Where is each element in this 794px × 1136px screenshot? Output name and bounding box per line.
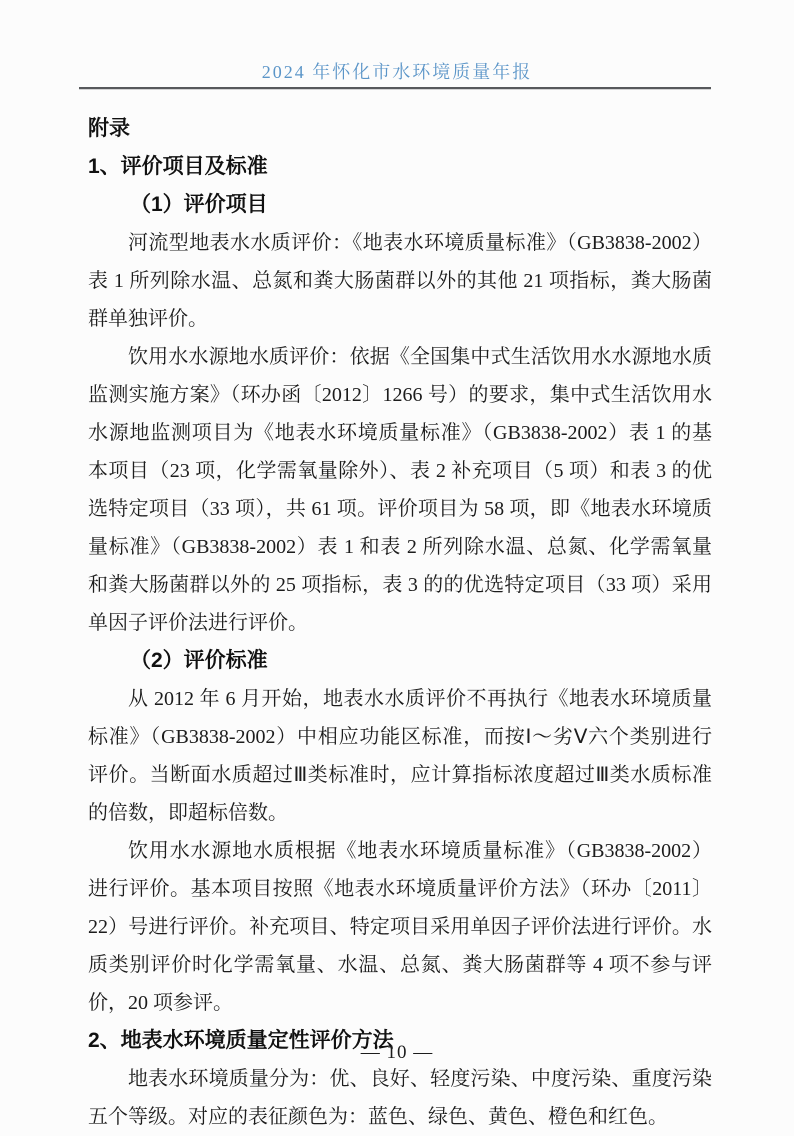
section1-paragraph-4: 饮用水水源地水质根据《地表水环境质量标准》（GB3838-2002）进行评价。基本项目按照《地表水环境质量评价方法》（环办〔2011〕22）号进行评价。补充项目、特定项目采用单因子评价法进行评价。水质类别评价时化学需氧量、水温、总氮、粪大肠菌群等 4 项不参与评价，20 项参评。 <box>88 840 712 1014</box>
section1-sub1-heading: （1）评价项目 <box>130 193 268 216</box>
section1-sub2-heading: （2）评价标准 <box>130 649 268 672</box>
document-body <box>88 110 712 1136</box>
section2-paragraph-1: 地表水环境质量分为：优、良好、轻度污染、中度污染、重度污染五个等级。对应的表征颜色为：蓝色、绿色、黄色、橙色和红色。 <box>88 1068 712 1128</box>
page-header <box>0 58 794 84</box>
section1-heading: 1、评价项目及标准 <box>88 155 268 178</box>
header-divider-line <box>79 87 711 89</box>
section1-paragraph-1: 河流型地表水水质评价：《地表水环境质量标准》（GB3838-2002）表 1 所列除水温、总氮和粪大肠菌群以外的其他 21 项指标，粪大肠菌群单独评价。 <box>88 232 712 330</box>
report-title: 2024 年怀化市水环境质量年报 <box>261 62 533 82</box>
page-number: — 10 — <box>360 1042 434 1063</box>
section1-paragraph-3: 从 2012 年 6 月开始，地表水水质评价不再执行《地表水环境质量标准》（GB3838-2002）中相应功能区标准，而按Ⅰ～劣Ⅴ六个类别进行评价。当断面水质超过Ⅲ类标准时，应计算指标浓度超过Ⅲ类水质标准的倍数，即超标倍数。 <box>88 688 712 824</box>
page-footer <box>0 1042 794 1064</box>
appendix-title: 附录 <box>88 117 130 140</box>
section1-paragraph-2: 饮用水水源地水质评价：依据《全国集中式生活饮用水水源地水质监测实施方案》（环办函〔2012〕1266 号）的要求，集中式生活饮用水水源地监测项目为《地表水环境质量标准》（GB3838-2002）表 1 的基本项目（23 项，化学需氧量除外）、表 2 补充项目（5 项）和表 3 的优选特定项目（33 项），共 61 项。评价项目为 58 项，即《地表水环境质量标准》（GB3838-2002）表 1 和表 2 所列除水温、总氮、化学需氧量和粪大肠菌群以外的 25 项指标，表 3 的的优选特定项目（33 项）采用单因子评价法进行评价。 <box>88 346 712 634</box>
section2-heading: 2、地表水环境质量定性评价方法 <box>88 1029 394 1052</box>
